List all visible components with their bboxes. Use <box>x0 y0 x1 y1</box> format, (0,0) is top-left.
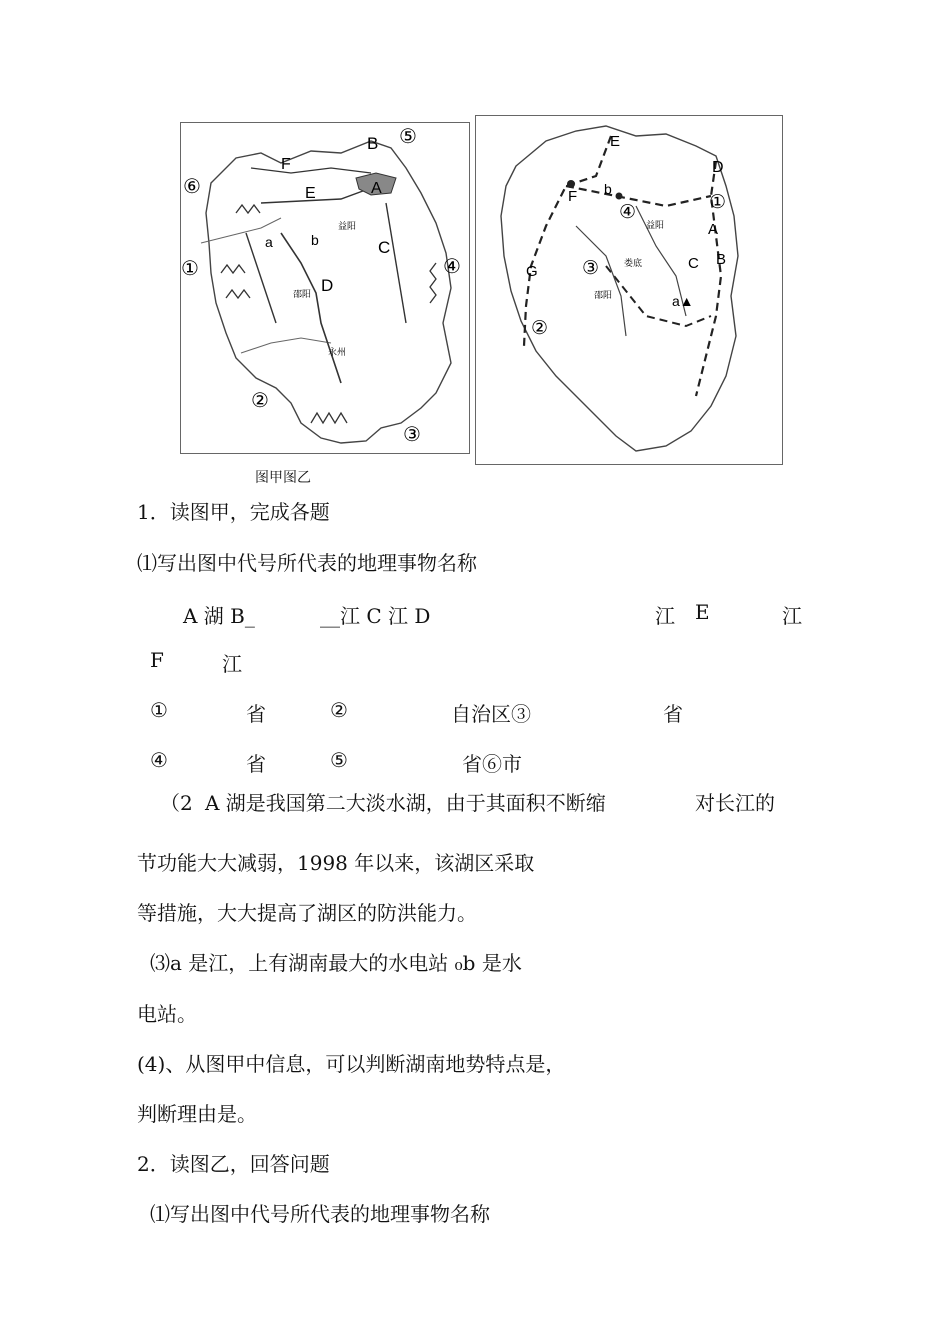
river-d <box>281 233 341 383</box>
q2-1: ⑴写出图中代号所代表的地理事物名称 <box>150 1202 490 1226</box>
map-yi-label-f: F <box>568 188 578 205</box>
map-yi-label-n1: ① <box>709 192 727 213</box>
map-yi-label-n2: ② <box>531 318 549 339</box>
line-a-part-4: E <box>695 600 710 624</box>
map-jia-city-yongzhou: 永州 <box>328 347 347 357</box>
map-yi-label-e: E <box>610 133 621 150</box>
river-f <box>251 168 371 173</box>
line-a-part-1: A 湖 B_ <box>183 604 255 628</box>
map-yi-city-shaoyang: 邵阳 <box>594 290 613 300</box>
map-yi-label-a-mountain: a▲ <box>672 293 694 309</box>
map-jia-label-f: F <box>281 156 291 173</box>
river-e <box>261 188 371 203</box>
map-jia-label-b-station: b <box>311 232 319 248</box>
map-jia-label-n4: ④ <box>443 256 461 278</box>
map-yi-label-n4: ④ <box>619 202 637 223</box>
q1-2-line-3: 等措施，大大提高了湖区的防洪能力。 <box>137 901 477 925</box>
railway-west <box>524 136 611 346</box>
map-jia-city-shaoyang: 邵阳 <box>293 289 312 299</box>
railway-south <box>606 266 711 326</box>
q1-2-part-3: 对长江的 <box>695 791 775 815</box>
q1-4-line-2: 判断理由是。 <box>137 1102 257 1126</box>
map-yi-label-d: D <box>712 159 724 176</box>
map-jia <box>180 122 470 454</box>
q1-3-line-1: ⑶a 是江，上有湖南最大的水电站 ₀b 是水 <box>150 951 522 975</box>
q1-2-line-2: 节功能大大减弱，1998 年以来，该湖区采取 <box>137 851 535 875</box>
map-yi-label-b: B <box>716 251 727 268</box>
map-jia-label-e: E <box>305 185 316 202</box>
q1-3-line-2: 电站。 <box>137 1002 197 1026</box>
q1-title: 1．读图甲，完成各题 <box>137 500 330 524</box>
map-yi-label-g: G <box>526 263 538 280</box>
map-jia-label-n1: ① <box>181 258 199 280</box>
q2-title: 2．读图乙，回答问题 <box>137 1152 330 1176</box>
map-jia-drawing <box>181 123 469 453</box>
river-c <box>386 203 406 323</box>
map-yi-label-c: C <box>688 255 699 272</box>
map-jia-label-d: D <box>321 276 334 295</box>
line-a-part-2: __江 C 江 D <box>320 604 431 628</box>
line-d-part-4: 省⑥市 <box>462 752 522 776</box>
province-outline <box>501 126 738 451</box>
line-c-part-5: 省 <box>663 702 683 726</box>
map-yi-drawing <box>476 116 782 464</box>
line-b-part-1: F <box>150 648 164 672</box>
map-yi-label-a: A <box>708 221 719 238</box>
map-yi <box>475 115 783 465</box>
line-b-part-2: 江 <box>222 652 242 676</box>
line-c-part-3: ② <box>330 698 348 722</box>
q1-2-part-2: A 湖是我国第二大淡水湖，由于其面积不断缩 <box>205 791 606 815</box>
line-d-part-1: ④ <box>150 748 168 772</box>
line-c-part-1: ① <box>150 698 168 722</box>
line-d-part-2: 省 <box>246 752 266 776</box>
line-d-part-3: ⑤ <box>330 748 348 772</box>
map-jia-label-a-river: a <box>265 234 273 250</box>
line-c-part-4: 自治区③ <box>451 702 531 726</box>
map-jia-label-n3: ③ <box>403 424 421 446</box>
map-jia-label-b: B <box>367 134 379 153</box>
line-a-part-5: 江 <box>782 604 802 628</box>
map-jia-label-c: C <box>378 238 391 257</box>
map-yi-city-loudi: 娄底 <box>624 258 643 268</box>
line-a-part-3: 江 <box>655 604 675 628</box>
map-jia-label-n6: ⑥ <box>183 176 201 198</box>
figure-caption: 图甲图乙 <box>255 470 311 486</box>
map-jia-label-n2: ② <box>251 390 269 412</box>
map-yi-label-b-city: b <box>604 181 612 197</box>
railway-middle <box>566 186 711 206</box>
map-yi-label-n3: ③ <box>582 258 600 279</box>
q1-4-line-1: (4)、从图甲中信息，可以判断湖南地势特点是， <box>137 1052 566 1076</box>
line-c-part-2: 省 <box>246 702 266 726</box>
map-jia-city-yiyang: 益阳 <box>338 221 357 231</box>
map-yi-city-yiyang: 益阳 <box>646 220 665 230</box>
q1-1: ⑴写出图中代号所代表的地理事物名称 <box>137 551 477 575</box>
map-jia-label-n5: ⑤ <box>399 126 417 148</box>
map-jia-label-a-lake: A <box>371 180 382 197</box>
q1-2-part-1: （2 <box>160 791 193 815</box>
